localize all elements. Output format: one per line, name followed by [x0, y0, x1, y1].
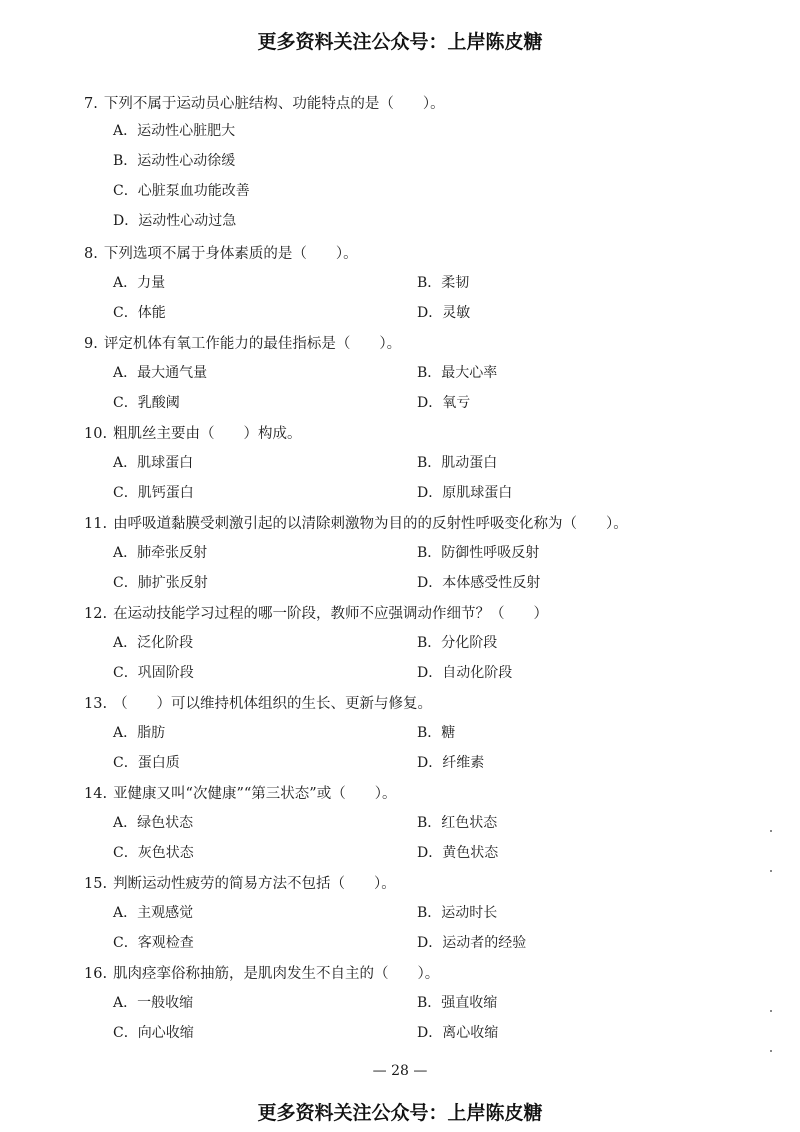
question-number: 8. — [84, 246, 98, 262]
answer-option: C．客观检查 — [113, 935, 194, 951]
answer-option: D．本体感受性反射 — [417, 575, 541, 591]
question-text: 由呼吸道黏膜受刺激引起的以清除刺激物为目的的反射性呼吸变化称为（ ）。 — [113, 516, 628, 532]
answer-option: A．肌球蛋白 — [113, 455, 194, 471]
question-number: 12. — [84, 606, 108, 622]
answer-option: C．心脏泵血功能改善 — [113, 183, 250, 199]
answer-option: C．乳酸阈 — [113, 395, 180, 411]
answer-option: A．一般收缩 — [113, 995, 194, 1011]
question-stem — [84, 782, 396, 803]
question-text: 亚健康又叫“次健康”“第三状态”或（ ）。 — [113, 786, 397, 802]
scan-speck — [770, 1050, 772, 1052]
scan-speck — [770, 1010, 772, 1012]
answer-option: C．蛋白质 — [113, 755, 180, 771]
question-text: （ ）可以维持机体组织的生长、更新与修复。 — [113, 696, 433, 712]
question-number: 11. — [84, 516, 108, 532]
question-number: 7. — [84, 96, 98, 112]
answer-option: B．柔韧 — [417, 275, 470, 291]
answer-option: D．灵敏 — [417, 305, 471, 321]
question-number: 15. — [84, 876, 108, 892]
answer-option: A．脂肪 — [113, 725, 166, 741]
question-text: 下列选项不属于身体素质的是（ ）。 — [103, 246, 358, 262]
footer-banner: 更多资料关注公众号：上岸陈皮糖 — [257, 1102, 543, 1124]
question-text: 肌肉痉挛俗称抽筋，是肌肉发生不自主的（ ）。 — [113, 966, 440, 982]
question-stem — [84, 422, 302, 443]
answer-option: B．红色状态 — [417, 815, 498, 831]
question-number: 14. — [84, 786, 108, 802]
answer-option: B．防御性呼吸反射 — [417, 545, 540, 561]
header-banner: 更多资料关注公众号：上岸陈皮糖 — [257, 31, 543, 53]
answer-option: A．肺牵张反射 — [113, 545, 208, 561]
answer-option: D．运动性心动过急 — [113, 213, 237, 229]
answer-option: A．绿色状态 — [113, 815, 194, 831]
question-number: 16. — [84, 966, 108, 982]
answer-option: B．糖 — [417, 725, 456, 741]
answer-option: C．肺扩张反射 — [113, 575, 208, 591]
question-text: 粗肌丝主要由（ ）构成。 — [113, 426, 302, 442]
question-text: 评定机体有氧工作能力的最佳指标是（ ）。 — [103, 336, 402, 352]
scan-speck — [770, 830, 772, 832]
answer-option: C．向心收缩 — [113, 1025, 194, 1041]
question-stem — [84, 332, 401, 353]
question-stem — [84, 92, 445, 113]
question-stem — [84, 872, 396, 893]
answer-option: D．纤维素 — [417, 755, 485, 771]
answer-option: A．最大通气量 — [113, 365, 208, 381]
answer-option: A．运动性心脏肥大 — [113, 123, 236, 139]
question-number: 13. — [84, 696, 108, 712]
question-stem — [84, 692, 432, 713]
answer-option: C．巩固阶段 — [113, 665, 194, 681]
answer-option: D．离心收缩 — [417, 1025, 499, 1041]
question-stem — [84, 602, 548, 623]
page-number: — 28 — — [372, 1063, 428, 1079]
question-stem — [84, 242, 358, 263]
answer-option: B．最大心率 — [417, 365, 498, 381]
answer-option: B．强直收缩 — [417, 995, 498, 1011]
answer-option: D．氧亏 — [417, 395, 471, 411]
answer-option: C．肌钙蛋白 — [113, 485, 194, 501]
answer-option: A．力量 — [113, 275, 166, 291]
question-text: 在运动技能学习过程的哪一阶段，教师不应强调动作细节？（ ） — [113, 606, 549, 622]
question-stem — [84, 962, 439, 983]
answer-option: B．运动性心动徐缓 — [113, 153, 236, 169]
answer-option: B．分化阶段 — [417, 635, 498, 651]
answer-option: C．灰色状态 — [113, 845, 194, 861]
answer-option: D．原肌球蛋白 — [417, 485, 513, 501]
answer-option: B．肌动蛋白 — [417, 455, 498, 471]
scan-speck — [770, 870, 772, 872]
answer-option: B．运动时长 — [417, 905, 498, 921]
answer-option: A．主观感觉 — [113, 905, 194, 921]
question-stem — [84, 512, 628, 533]
answer-option: C．体能 — [113, 305, 166, 321]
question-text: 判断运动性疲劳的简易方法不包括（ ）。 — [113, 876, 396, 892]
question-text: 下列不属于运动员心脏结构、功能特点的是（ ）。 — [103, 96, 445, 112]
answer-option: D．运动者的经验 — [417, 935, 527, 951]
answer-option: D．黄色状态 — [417, 845, 499, 861]
answer-option: A．泛化阶段 — [113, 635, 194, 651]
answer-option: D．自动化阶段 — [417, 665, 513, 681]
question-number: 10. — [84, 426, 108, 442]
question-number: 9. — [84, 336, 98, 352]
